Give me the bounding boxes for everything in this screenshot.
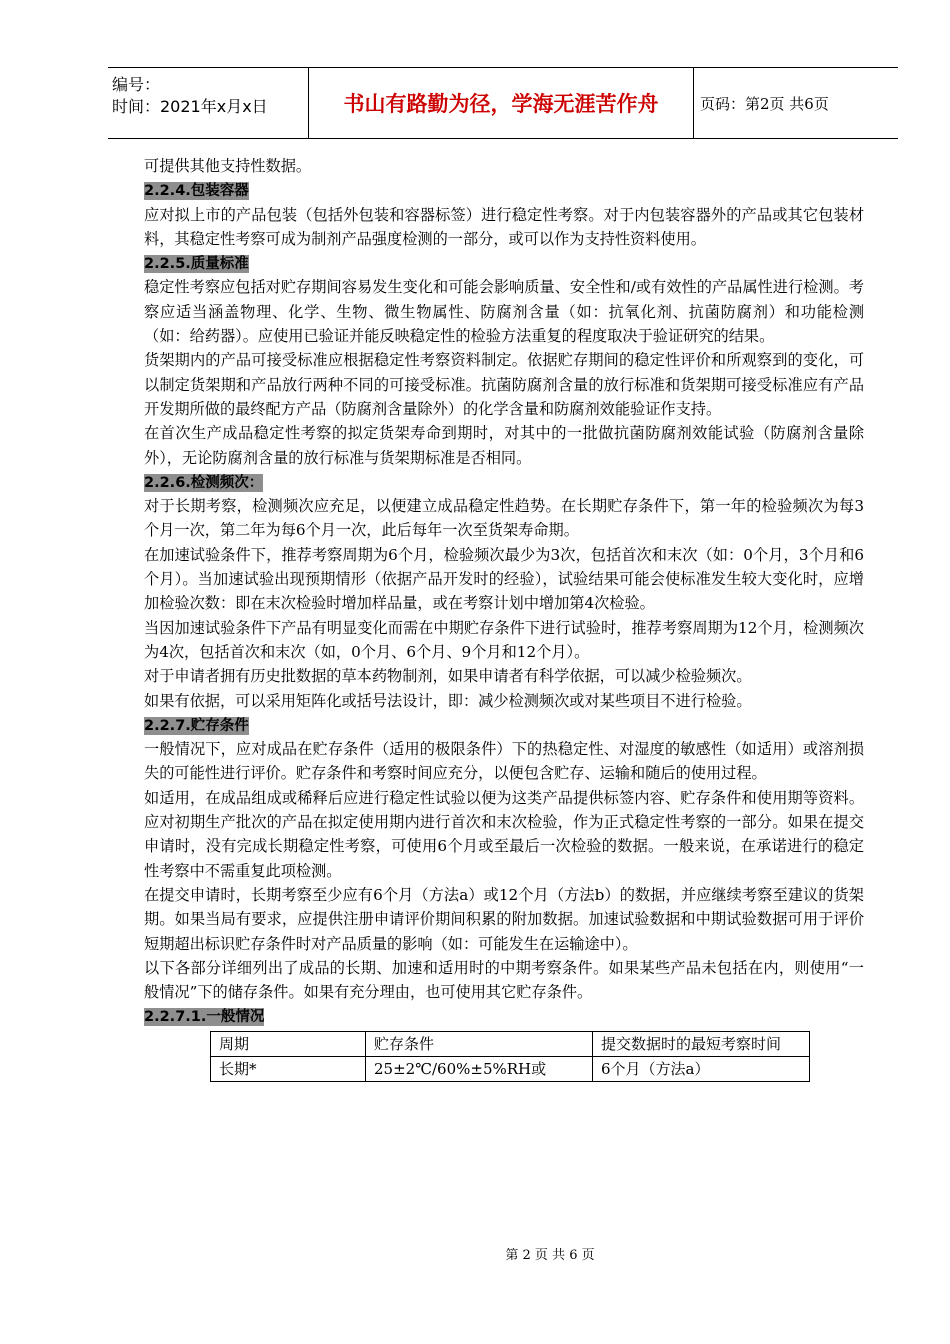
paragraph: 以下各部分详细列出了成品的长期、加速和适用时的中期考察条件。如果某些产品未包括在内，则使用“一般情况”下的储存条件。如果有充分理由，也可使用其它贮存条件。: [144, 958, 864, 1002]
table-row: [211, 1056, 810, 1081]
section-heading: [144, 251, 864, 275]
page-header: [108, 67, 898, 139]
paragraph: 当因加速试验条件下产品有明显变化而需在中期贮存条件下进行试验时，推荐考察周期为12个月，检测频次为4次，包括首次和末次（如，0个月、6个月、9个月和12个月）。: [144, 618, 864, 661]
header-page-cell: [694, 68, 898, 138]
table-header-cell: 贮存条件: [366, 1031, 593, 1056]
paragraph: 在加速试验条件下，推荐考察周期为6个月，检验频次最少为3次，包括首次和末次（如：0个月，3个月和6个月）。当加速试验出现预期情形（依据产品开发时的经验），试验结果可能会使标准发生较大变化时，应增加检验次数：即在末次检验时增加样品量，或在考察计划中增加第4次检验。: [144, 545, 864, 613]
paragraph: 在首次生产成品稳定性考察的拟定货架寿命到期时，对其中的一批做抗菌防腐剂效能试验（防腐剂含量除外），无论防腐剂含量的放行标准与货架期标准是否相同。: [144, 424, 864, 467]
paragraph: 稳定性考察应包括对贮存期间容易发生变化和可能会影响质量、安全性和/或有效性的产品属性进行检测。考察应适当涵盖物理、化学、生物、微生物属性、防腐剂含量（如：抗氧化剂、抗菌防腐剂）和功能检测（如：给药器）。应使用已验证并能反映稳定性的检验方法重复的程度取决于验证研究的结果。: [144, 278, 864, 346]
paragraph: 对于长期考察，检测频次应充足，以便建立成品稳定性趋势。在长期贮存条件下，第一年的检验频次为每3个月一次，第二年为每6个月一次，此后每年一次至货架寿命期。: [144, 497, 864, 540]
section-heading-text: 2.2.5.质量标准: [144, 256, 249, 273]
section-heading-text: 2.2.7.1.一般情况: [144, 1009, 265, 1026]
paragraph: 应对拟上市的产品包装（包括外包装和容器标签）进行稳定性考察。对于内包装容器外的产品或其它包装材料，其稳定性考察可成为制剂产品强度检测的一部分，或可以作为支持性资料使用。: [144, 205, 864, 248]
section-heading-text: 2.2.4.包装容器: [144, 183, 249, 200]
section-heading-text: 2.2.6.检测频次：: [144, 474, 264, 491]
header-motto: 书山有路勤为径，学海无涯苦作舟: [343, 92, 659, 116]
section-heading-text: 2.2.7.贮存条件: [144, 717, 249, 734]
header-motto-cell: [308, 68, 694, 138]
header-meta-cell: [108, 68, 306, 138]
section-heading: [144, 178, 864, 202]
document-date-label: 时间：2021年x月x日: [112, 97, 268, 116]
table-header-cell: 周期: [211, 1031, 366, 1056]
paragraph: 货架期内的产品可接受标准应根据稳定性考察资料制定。依据贮存期间的稳定性评价和所观察到的变化，可以制定货架期和产品放行两种不同的可接受标准。抗菌防腐剂含量的放行标准和货架期可接受标准应有产品开发期所做的最终配方产品（防腐剂含量除外）的化学含量和防腐剂效能验证作支持。: [144, 351, 864, 418]
section-heading: [144, 713, 864, 737]
paragraph: 在提交申请时，长期考察至少应有6个月（方法a）或12个月（方法b）的数据，并应继续考察至建议的货架期。如果当局有要求，应提供注册申请评价期间积累的附加数据。加速试验数据和中期试验数据可用于评价短期超出标识贮存条件时对产品质量的影响（如：可能发生在运输途中）。: [144, 885, 864, 953]
table-header-cell: 提交数据时的最短考察时间: [593, 1031, 810, 1056]
header-page-number: 页码：第2页 共6页: [700, 95, 829, 113]
paragraph: 可提供其他支持性数据。: [144, 157, 312, 175]
document-body: [144, 154, 864, 1082]
table-cell: 6个月（方法a）: [593, 1056, 810, 1081]
paragraph: 对于申请者拥有历史批数据的草本药物制剂，如果申请者有科学依据，可以减少检验频次。: [144, 667, 752, 686]
table-cell: 长期*: [211, 1056, 366, 1081]
section-heading: [144, 470, 864, 494]
section-heading: [144, 1004, 864, 1028]
paragraph: 一般情况下，应对成品在贮存条件（适用的极限条件）下的热稳定性、对湿度的敏感性（如适用）或溶剂损失的可能性进行评价。贮存条件和考察时间应充分，以便包含贮存、运输和随后的使用过程。: [144, 740, 864, 783]
table-cell: 25±2℃/60%±5%RH或: [366, 1056, 593, 1081]
paragraph: 如果有依据，可以采用矩阵化或括号法设计，即：减少检测频次或对某些项目不进行检验。: [144, 691, 752, 710]
table-header-row: [211, 1031, 810, 1056]
storage-conditions-table: [210, 1031, 810, 1082]
paragraph: 如适用，在成品组成或稀释后应进行稳定性试验以便为这类产品提供标签内容、贮存条件和使用期等资料。应对初期生产批次的产品在拟定使用期内进行首次和末次检验，作为正式稳定性考察的一部分。如果在提交申请时，没有完成长期稳定性考察，可使用6个月或至最后一次检验的数据。一般来说，在承诺进行的稳定性考察中不需重复此项检测。: [144, 788, 864, 880]
document-number-label: 编号：: [112, 75, 161, 94]
page-footer: 第 2 页 共 6 页: [505, 1248, 595, 1263]
